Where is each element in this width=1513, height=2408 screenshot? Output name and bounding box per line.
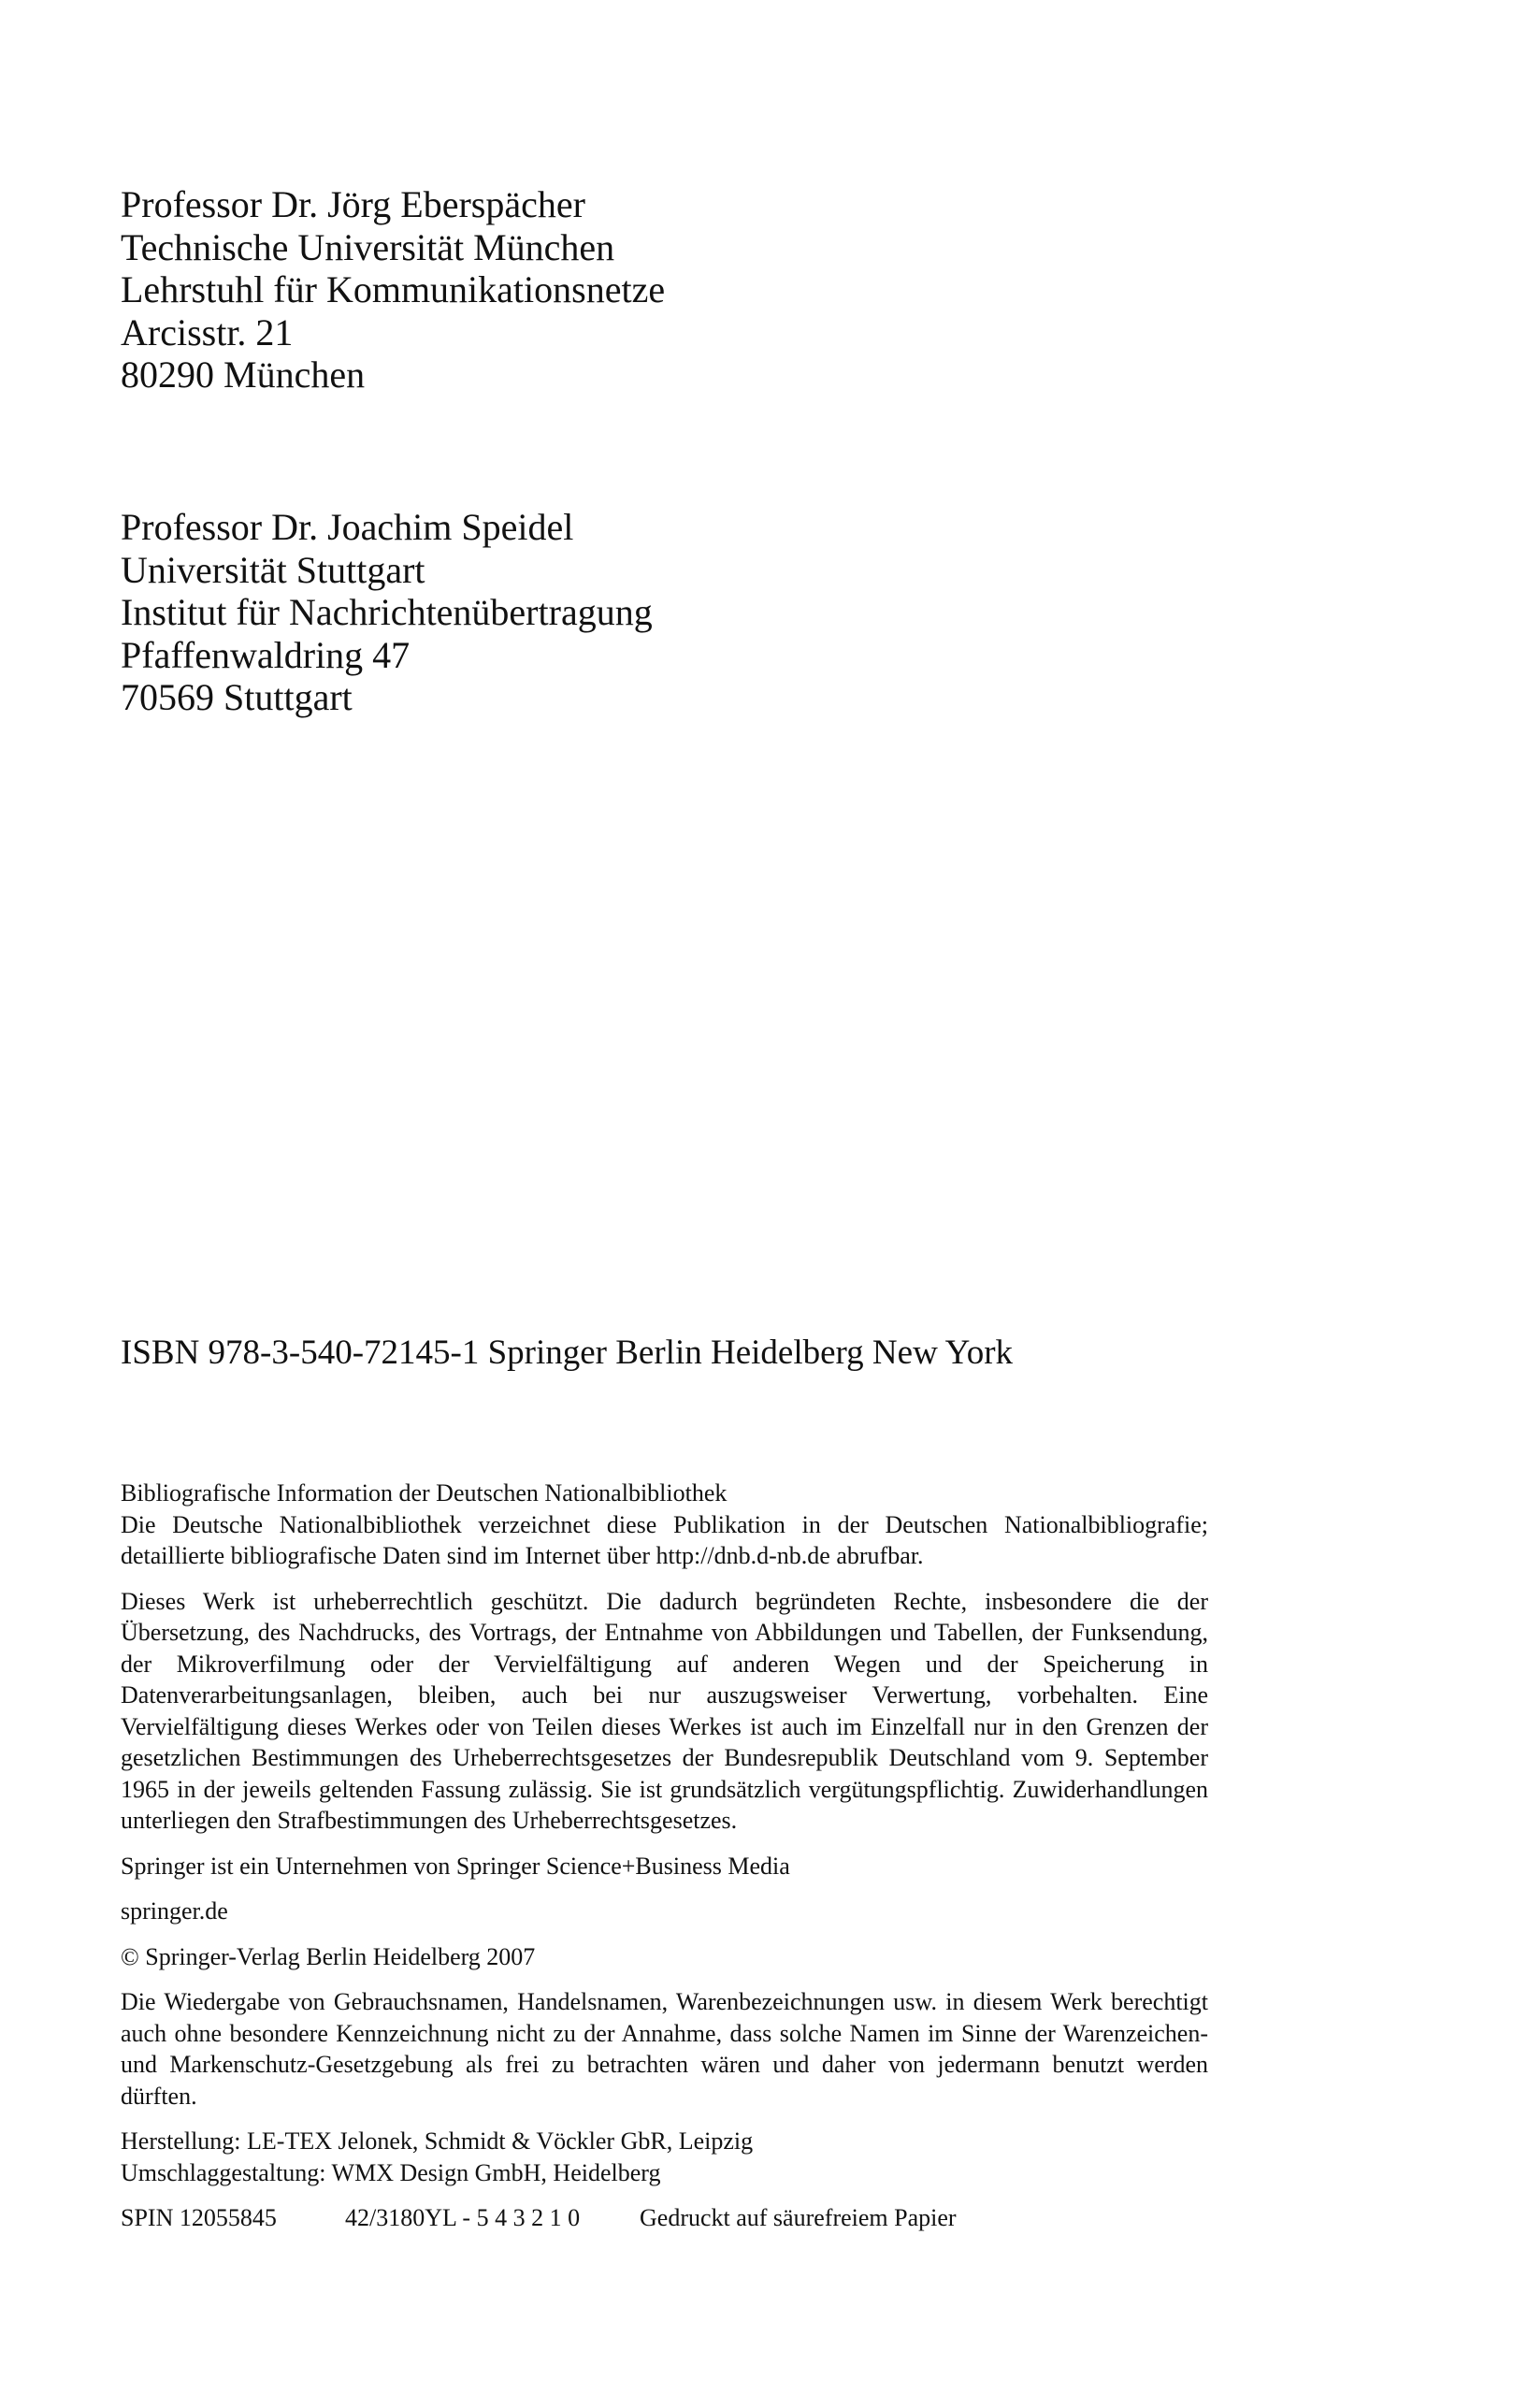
isbn-line: ISBN 978-3-540-72145-1 Springer Berlin Heidelberg New York bbox=[121, 1334, 1014, 1372]
author1-department: Lehrstuhl für Kommunikationsnetze bbox=[121, 268, 666, 310]
author2-name: Professor Dr. Joachim Speidel bbox=[121, 506, 574, 548]
copyright-line: © Springer-Verlag Berlin Heidelberg 2007 bbox=[121, 1942, 536, 1970]
cover-design-line: Umschlaggestaltung: WMX Design GmbH, Heidelberg bbox=[121, 2158, 661, 2186]
print-code: 42/3180YL - 5 4 3 2 1 0 bbox=[345, 2204, 581, 2231]
biblio-heading: Bibliografische Information der Deutschen Nationalbibliothek bbox=[121, 1479, 728, 1507]
paper-note: Gedruckt auf säurefreiem Papier bbox=[640, 2204, 957, 2231]
author1-city: 80290 München bbox=[121, 353, 366, 396]
author1-name: Professor Dr. Jörg Eberspächer bbox=[121, 183, 585, 225]
author1-street: Arcisstr. 21 bbox=[121, 310, 294, 353]
author2-street: Pfaffenwaldring 47 bbox=[121, 633, 411, 676]
website: springer.de bbox=[121, 1897, 228, 1925]
author2-city: 70569 Stuttgart bbox=[121, 676, 353, 718]
spin-row bbox=[121, 2202, 1208, 2234]
author2-department: Institut für Nachrichtenübertragung bbox=[121, 591, 653, 633]
production-line: Herstellung: LE-TEX Jelonek, Schmidt & Vöckler GbR, Leipzig bbox=[121, 2127, 754, 2155]
author2-institution: Universität Stuttgart bbox=[121, 548, 425, 591]
author1-institution: Technische Universität München bbox=[121, 225, 615, 268]
author2-address bbox=[121, 506, 1149, 719]
production-credits bbox=[121, 2126, 1208, 2188]
copyright-notice: Dieses Werk ist urheberrechtlich geschützt. Die dadurch begründeten Rechte, insbesondere die der Übersetzung, des Nachdrucks, des Vortrags, der Entnahme von Abbildungen und Tabellen, der Funksendung, der Mikroverfilmung oder der Vervielfältigung auf anderen Wegen und der Speicherung in Datenverarbeitungsanlagen, bleiben, auch bei nur auszugsweiser Verwertung, vorbehalten. Eine Vervielfältigung dieses Werkes oder von Teilen dieses Werkes ist auch im Einzelfall nur in den Grenzen der gesetzlichen Bestimmungen des Urheberrechtsgesetzes der Bundesrepublik Deutschland vom 9. September 1965 in der jeweils geltenden Fassung zulässig. Sie ist grundsätzlich vergütungspflichtig. Zuwiderhandlungen unterliegen den Strafbestimmungen des Urheberrechtsgesetzes. bbox=[121, 1587, 1208, 1834]
publisher-note: Springer ist ein Unternehmen von Springer Science+Business Media bbox=[121, 1852, 790, 1880]
biblio-text: Die Deutsche Nationalbibliothek verzeichnet diese Publikation in der Deutschen Nationalbibliografie; detaillierte bibliografische Daten sind im Internet über http://dnb.d-nb.de abrufbar. bbox=[121, 1510, 1208, 1569]
biblio-info bbox=[121, 1478, 1208, 1572]
author1-address bbox=[121, 183, 1149, 397]
trademark-notice: Die Wiedergabe von Gebrauchsnamen, Handelsnamen, Warenbezeichnungen usw. in diesem Werk berechtigt auch ohne besondere Kennzeichnung nicht zu der Annahme, dass solche Namen im Sinne der Warenzeichen- und Markenschutz-Gesetzgebung als frei zu betrachten wären und daher von jedermann benutzt werden dürften. bbox=[121, 1988, 1208, 2110]
imprint-block bbox=[121, 1478, 1208, 2234]
spin-number: SPIN 12055845 bbox=[121, 2204, 277, 2231]
